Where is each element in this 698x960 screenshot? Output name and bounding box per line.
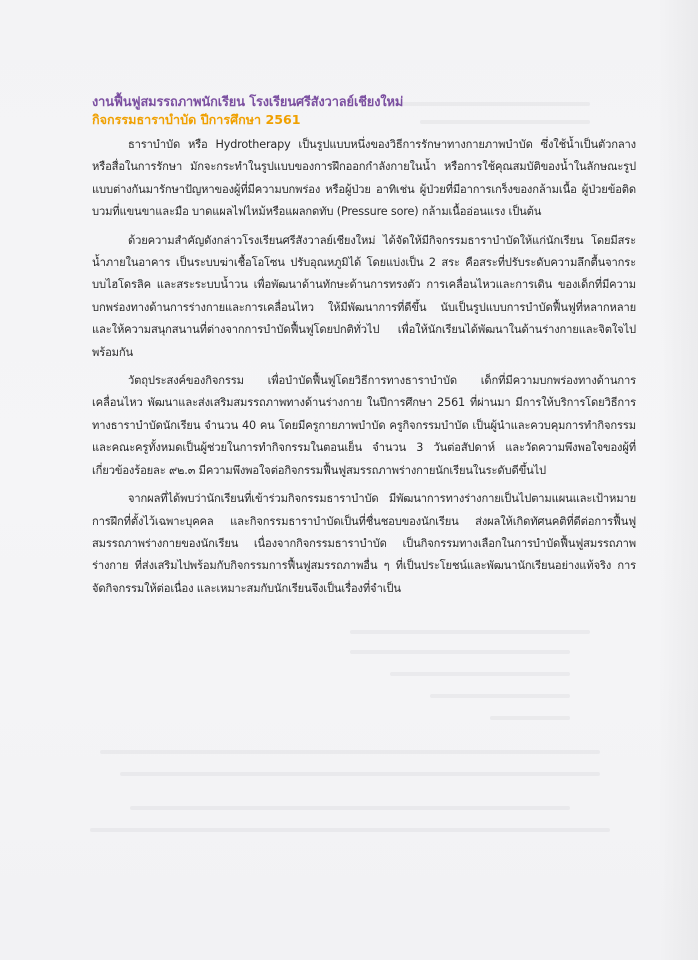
document-subtitle: กิจกรรมธาราบำบัด ปีการศึกษา 2561 (92, 112, 301, 127)
bleed-mark (120, 772, 600, 776)
bleed-mark (90, 828, 610, 832)
document-body (92, 134, 636, 606)
bleed-mark (430, 694, 570, 698)
bleed-mark (350, 650, 570, 654)
paragraph-school-facilities: ด้วยความสำคัญดังกล่าวโรงเรียนศรีสังวาลย์เชียงใหม่ ได้จัดให้มีกิจกรรมธาราบำบัดให้แก่นักเรียน โดยมีสระน้ำภายในอาคาร เป็นระบบฆ่าเชื้อโอโซน ปรับอุณหภูมิได้ โดยแบ่งเป็น 2 สระ คือสระที่ปรับระดับความลึกตื้นจากระบบไฮโดรลิค และสระระบบน้ำวน เพื่อพัฒนาด้านทักษะด้านการทรงตัว การเคลื่อนไหวและการเดิน ของเด็กที่มีความบกพร่องทางด้านการร่างกายและการเคลื่อนไหว ให้มีพัฒนาการที่ดีขึ้น นับเป็นรูปแบบการบำบัดฟื้นฟูที่หลากหลาย และให้ความสนุกสนานที่ต่างจากการบำบัดฟื้นฟูโดยปกติทั่วไป เพื่อให้นักเรียนได้พัฒนาในด้านร่างกายและจิตใจไปพร้อมกัน (92, 233, 636, 359)
paragraph-conclusion: จากผลที่ได้พบว่านักเรียนที่เข้าร่วมกิจกรรมธาราบำบัด มีพัฒนาการทางร่างกายเป็นไปตามแผนและเป้าหมายการฝึกที่ตั้งไว้เฉพาะบุคคล และกิจกรรมธาราบำบัดเป็นที่ชื่นชอบของนักเรียน ส่งผลให้เกิดทัศนคติที่ดีต่อการฟื้นฟูสมรรถภาพร่างกายของนักเรียน เนื่องจากกิจกรรมธาราบำบัด เป็นกิจกรรมทางเลือกในการบำบัดฟื้นฟูสมรรถภาพร่างกาย ที่ส่งเสริมไปพร้อมกับกิจกรรมการฟื้นฟูสมรรถภาพอื่น ๆ ที่เป็นประโยชน์และพัฒนานักเรียนอย่างแท้จริง การจัดกิจกรรมให้ต่อเนื่อง และเหมาะสมกับนักเรียนจึงเป็นเรื่องที่จำเป็น (92, 492, 636, 595)
document-title: งานฟื้นฟูสมรรถภาพนักเรียน โรงเรียนศรีสังวาลย์เชียงใหม่ (92, 95, 404, 110)
bleed-mark (130, 806, 570, 810)
bleed-mark (490, 716, 570, 720)
page-edge-shadow (658, 0, 698, 960)
bleed-mark (350, 630, 590, 634)
paragraph-hydrotherapy-definition: ธาราบำบัด หรือ Hydrotherapy เป็นรูปแบบหนึ่งของวิธีการรักษาทางกายภาพบำบัด ซึ่งใช้น้ำเป็นตัวกลางหรือสื่อในการรักษา มักจะกระทำในรูปแบบของการฝึกออกกำลังกายในน้ำ หรือการใช้คุณสมบัติของน้ำในลักษณะรูปแบบต่างกันมารักษาปัญหาของผู้ที่มีความบกพร่อง หรือผู้ป่วย อาทิเช่น ผู้ป่วยที่มีอาการเกร็งของกล้ามเนื้อ ผู้ป่วยข้อติดบวมที่แขนขาและมือ บาดแผลไฟไหม้หรือแผลกดทับ (Pressure sore) กล้ามเนื้ออ่อนแรง เป็นต้น (92, 138, 636, 219)
bleed-mark (100, 750, 600, 754)
paragraph-objectives-results: วัตถุประสงค์ของกิจกรรม เพื่อบำบัดฟื้นฟูโดยวิธีการทางธาราบำบัด เด็กที่มีความบกพร่องทางด้านการเคลื่อนไหว พัฒนาและส่งเสริมสมรรถภาพทางด้านร่างกาย ในปีการศึกษา 2561 ที่ผ่านมา มีการให้บริการโดยวิธีการทางธาราบำบัดนักเรียน จำนวน 40 คน โดยมีครูกายภาพบำบัด ครูกิจกรรมบำบัด เป็นผู้นำและควบคุมการทำกิจกรรม และคณะครูทั้งหมดเป็นผู้ช่วยในการทำกิจกรรมในตอนเย็น จำนวน 3 วันต่อสัปดาห์ และวัดความพึงพอใจของผู้ที่เกี่ยวข้องร้อยละ ๙๒.๓ มีความพึงพอใจต่อกิจกรรมฟื้นฟูสมรรถภาพร่างกายนักเรียนในระดับดีขึ้นไป (92, 374, 636, 477)
bleed-mark (390, 672, 570, 676)
